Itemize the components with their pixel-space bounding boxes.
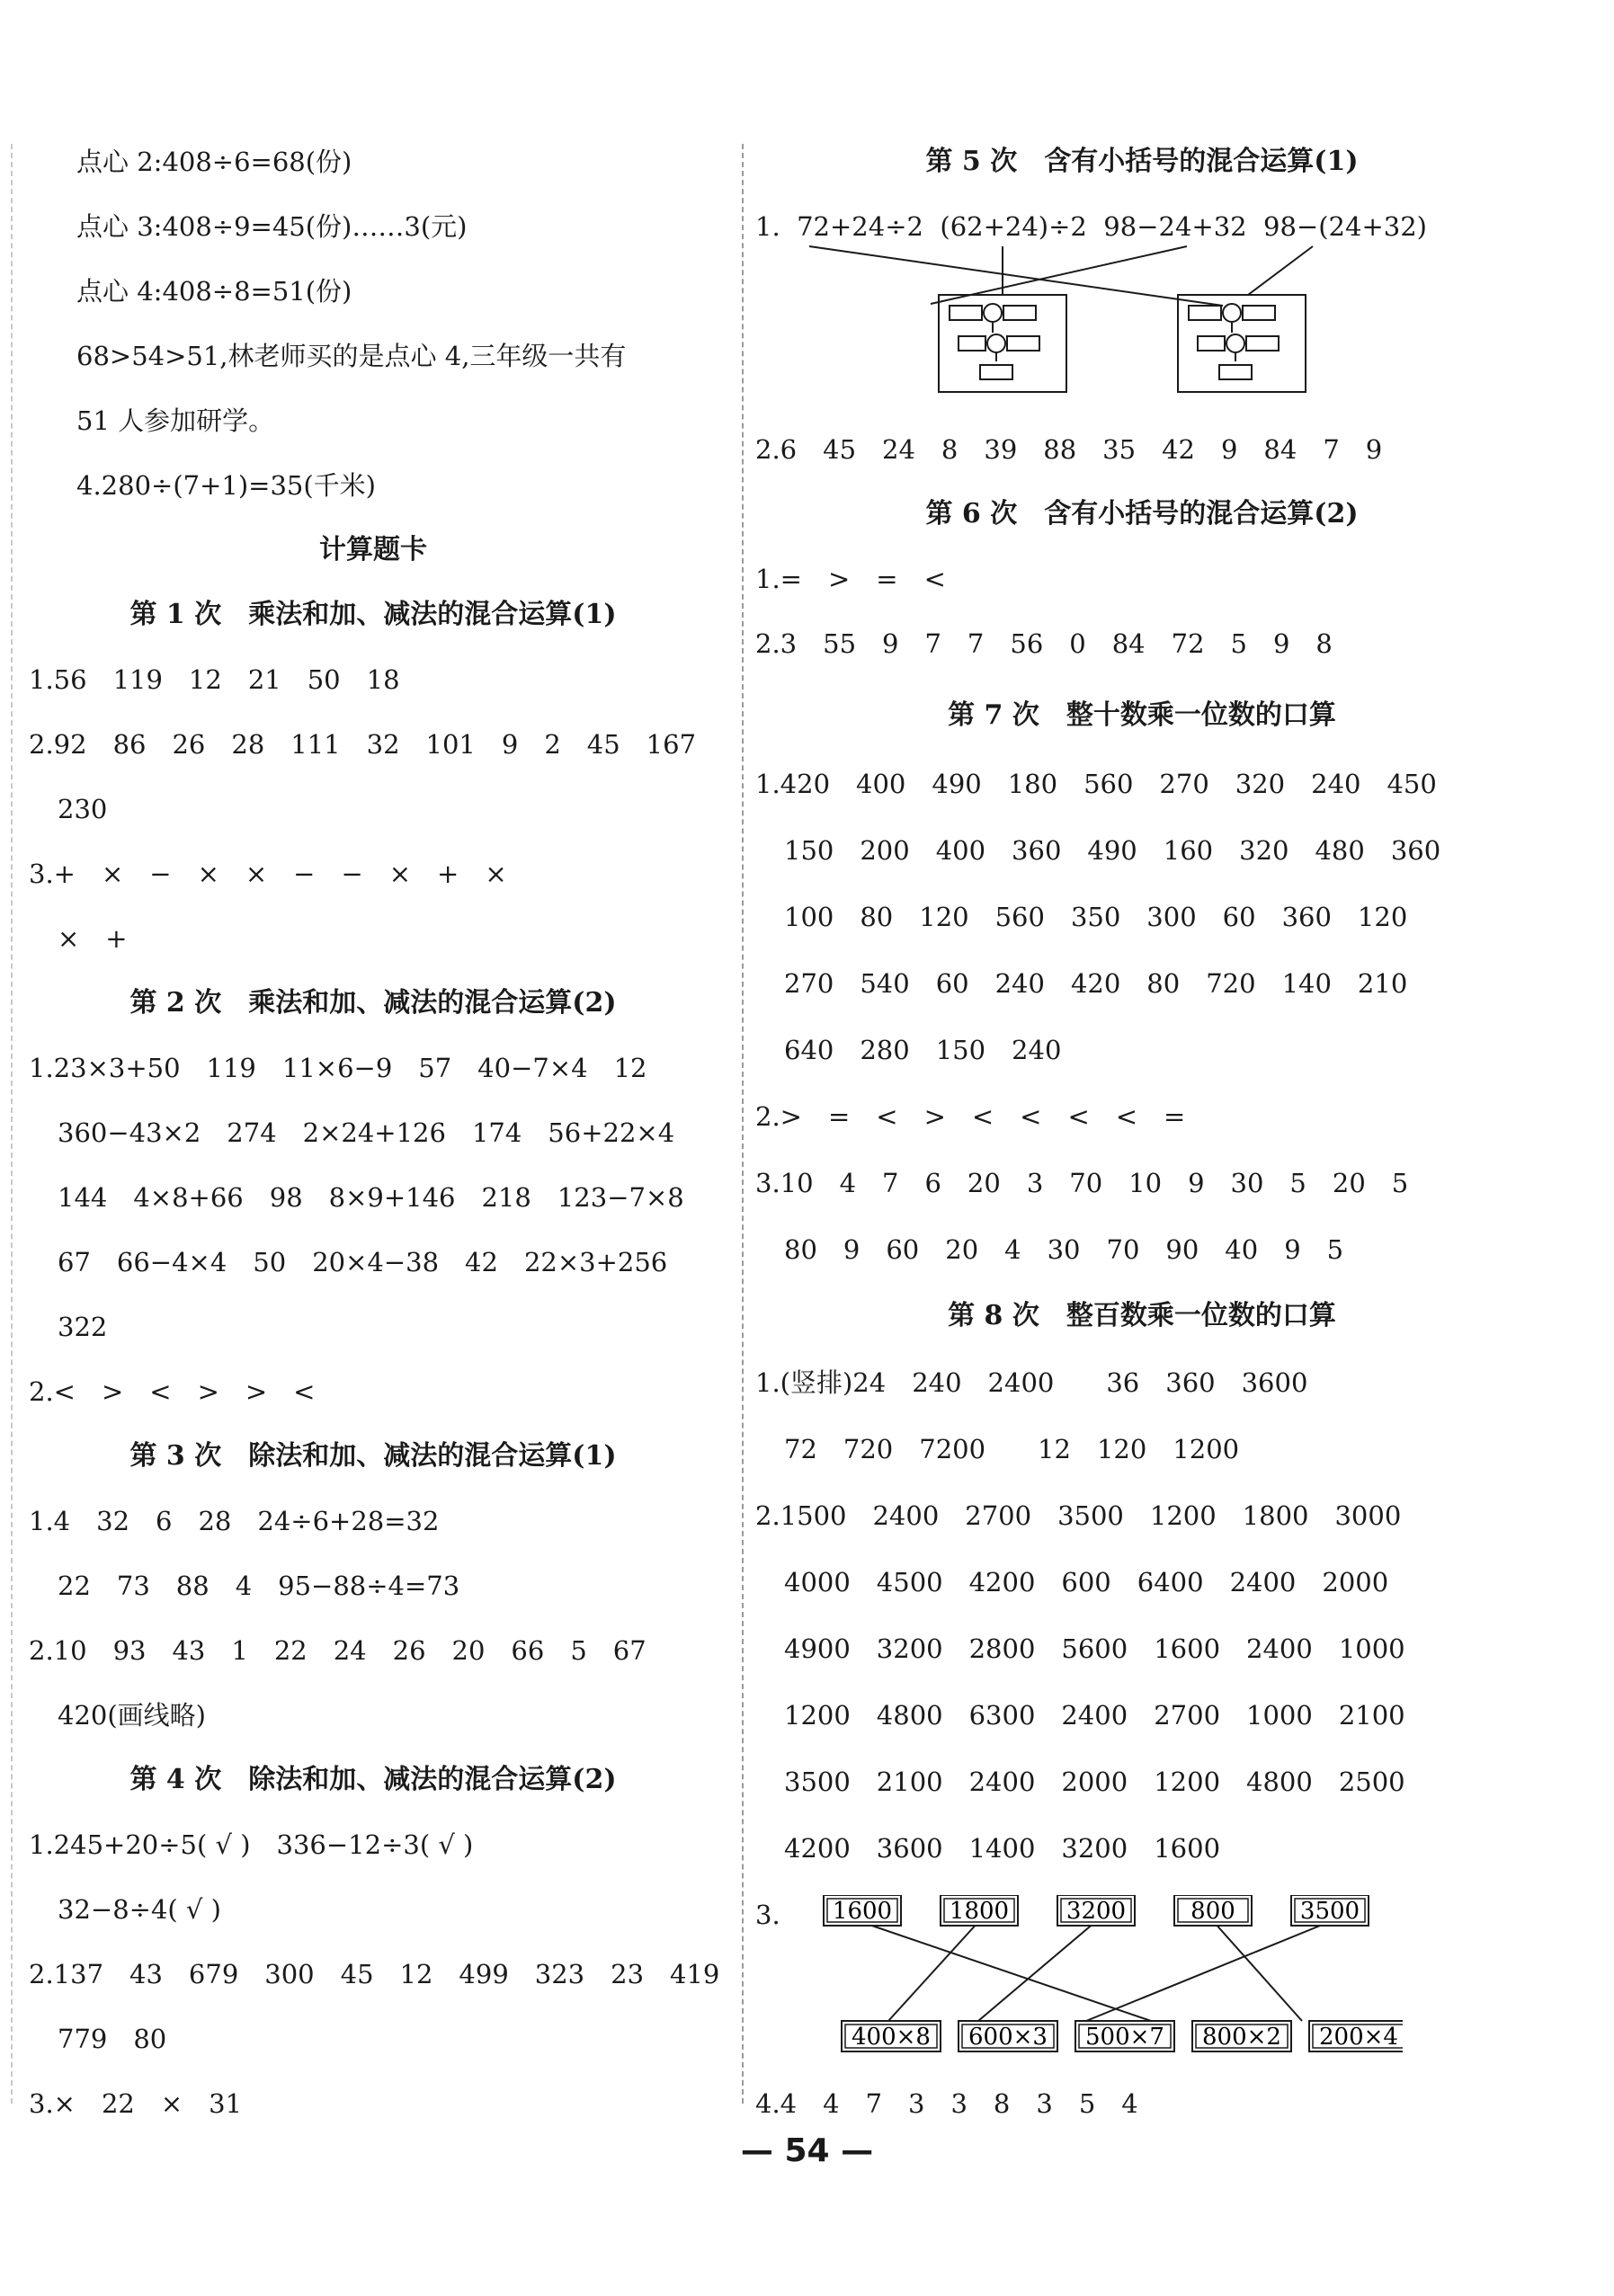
section-title: 第 8 次 整百数乘一位数的口算 bbox=[948, 1300, 1336, 1331]
match-line bbox=[1248, 246, 1313, 295]
expression-box bbox=[959, 2021, 1057, 2051]
answer-line: 1.(竖排)24 240 2400 36 360 3600 bbox=[755, 1367, 1308, 1398]
answer-line: 420(画线略) bbox=[58, 1700, 206, 1731]
answer-line: 1.23×3+50 119 11×6−9 57 40−7×4 12 bbox=[29, 1053, 647, 1083]
expression-box bbox=[1192, 2021, 1291, 2051]
operation-tree bbox=[1189, 304, 1279, 379]
section-title: 第 2 次 乘法和加、减法的混合运算(2) bbox=[129, 987, 617, 1019]
card-title: 计算题卡 bbox=[319, 534, 427, 565]
svg-text:800×2: 800×2 bbox=[1202, 2024, 1281, 2051]
answer-line: 1.420 400 490 180 560 270 320 240 450 bbox=[755, 769, 1437, 799]
svg-text:500×7: 500×7 bbox=[1085, 2024, 1164, 2051]
answer-line: 1.4 32 6 28 24÷6+28=32 bbox=[29, 1506, 440, 1536]
answer-line: 1.= > = < bbox=[755, 564, 946, 594]
answer-line: 3500 2100 2400 2000 1200 4800 2500 bbox=[784, 1766, 1405, 1797]
answer-line: 22 73 88 4 95−88÷4=73 bbox=[58, 1571, 460, 1601]
answer-line: 3.10 4 7 6 20 3 70 10 9 30 5 20 5 bbox=[755, 1168, 1409, 1198]
section-title: 第 3 次 除法和加、减法的混合运算(1) bbox=[129, 1440, 617, 1472]
answer-line: 点心 2:408÷6=68(份) bbox=[76, 147, 352, 177]
operation-tree bbox=[950, 304, 1039, 379]
answer-line: 51 人参加研学。 bbox=[76, 405, 275, 436]
product-box bbox=[1174, 1895, 1252, 1926]
answer-line: 32−8÷4( √ ) bbox=[58, 1894, 221, 1925]
answer-line: 360−43×2 274 2×24+126 174 56+22×4 bbox=[58, 1117, 675, 1148]
answer-line: 68>54>51,林老师买的是点心 4,三年级一共有 bbox=[76, 341, 627, 371]
page-number: — 54 — bbox=[740, 2132, 874, 2169]
answer-line: 67 66−4×4 50 20×4−38 42 22×3+256 bbox=[58, 1247, 668, 1277]
answer-line: 点心 4:408÷8=51(份) bbox=[76, 276, 352, 307]
svg-text:3500: 3500 bbox=[1299, 1898, 1360, 1925]
expression-box bbox=[1309, 2021, 1403, 2051]
svg-text:1800: 1800 bbox=[949, 1898, 1010, 1925]
answer-line: 1.56 119 12 21 50 18 bbox=[29, 664, 400, 695]
section-title: 第 5 次 含有小括号的混合运算(1) bbox=[925, 146, 1359, 177]
section-title: 第 4 次 除法和加、减法的混合运算(2) bbox=[129, 1764, 617, 1795]
answer-line: 4200 3600 1400 3200 1600 bbox=[784, 1833, 1221, 1864]
answer-line: 2.92 86 26 28 111 32 101 9 2 45 167 bbox=[29, 729, 697, 760]
column-divider bbox=[742, 144, 744, 2104]
expression-box bbox=[1075, 2021, 1174, 2051]
svg-text:3200: 3200 bbox=[1066, 1898, 1127, 1925]
svg-text:600×3: 600×3 bbox=[968, 2024, 1048, 2051]
answer-line: 点心 3:408÷9=45(份)……3(元) bbox=[76, 211, 468, 242]
answer-line: 100 80 120 560 350 300 60 360 120 bbox=[784, 902, 1408, 932]
answer-line: 3.× 22 × 31 bbox=[29, 2088, 243, 2119]
answer-line: 270 540 60 240 420 80 720 140 210 bbox=[784, 968, 1408, 999]
answer-line: 4.280÷(7+1)=35(千米) bbox=[76, 470, 376, 501]
svg-text:800: 800 bbox=[1190, 1898, 1235, 1925]
answer-line: 3. bbox=[755, 1900, 780, 1930]
answer-line: 1.245+20÷5( √ ) 336−12÷3( √ ) bbox=[29, 1829, 474, 1860]
answer-line: 4900 3200 2800 5600 1600 2400 1000 bbox=[784, 1633, 1405, 1664]
match-line bbox=[861, 1922, 1151, 2021]
matching-diagram bbox=[809, 1895, 1403, 2057]
answer-line: 2.137 43 679 300 45 12 499 323 23 419 bbox=[29, 1959, 720, 1989]
expression-box bbox=[842, 2021, 941, 2051]
match-line bbox=[1086, 1922, 1329, 2021]
answer-line: 779 80 bbox=[58, 2024, 167, 2054]
match-line bbox=[1214, 1922, 1302, 2021]
answer-line: 1. 72+24÷2 (62+24)÷2 98−24+32 98−(24+32) bbox=[755, 211, 1427, 242]
answer-line: 80 9 60 20 4 30 70 90 40 9 5 bbox=[784, 1234, 1344, 1265]
match-line bbox=[888, 1922, 978, 2021]
answer-line: 2.< > < > > < bbox=[29, 1376, 316, 1407]
product-box bbox=[1057, 1895, 1135, 1926]
section-title: 第 6 次 含有小括号的混合运算(2) bbox=[925, 498, 1359, 530]
left-page-edge bbox=[11, 144, 13, 2104]
answer-line: 4000 4500 4200 600 6400 2400 2000 bbox=[784, 1567, 1389, 1597]
match-line bbox=[978, 1922, 1095, 2021]
product-box bbox=[1291, 1895, 1369, 1926]
answer-line: 72 720 7200 12 120 1200 bbox=[784, 1434, 1240, 1464]
answer-line: 2.> = < > < < < < = bbox=[755, 1101, 1186, 1132]
match-line bbox=[809, 246, 1223, 306]
svg-text:400×8: 400×8 bbox=[852, 2024, 931, 2051]
answer-line: 2.1500 2400 2700 3500 1200 1800 3000 bbox=[755, 1500, 1402, 1531]
svg-text:200×4: 200×4 bbox=[1319, 2024, 1398, 2051]
section-title: 第 7 次 整十数乘一位数的口算 bbox=[948, 699, 1336, 731]
bracket-diagram bbox=[737, 243, 1331, 405]
answer-line: 3.+ × − × × − − × + × bbox=[29, 859, 507, 889]
answer-line: 150 200 400 360 490 160 320 480 360 bbox=[784, 835, 1441, 866]
product-box bbox=[941, 1895, 1018, 1926]
product-box bbox=[824, 1895, 901, 1926]
answer-line: 322 bbox=[58, 1312, 108, 1342]
answer-line: 2.3 55 9 7 7 56 0 84 72 5 9 8 bbox=[755, 628, 1333, 659]
answer-line: 230 bbox=[58, 794, 108, 824]
section-title: 第 1 次 乘法和加、减法的混合运算(1) bbox=[129, 599, 617, 630]
answer-line: 144 4×8+66 98 8×9+146 218 123−7×8 bbox=[58, 1182, 684, 1213]
answer-line: 2.6 45 24 8 39 88 35 42 9 84 7 9 bbox=[755, 434, 1383, 465]
answer-line: 2.10 93 43 1 22 24 26 20 66 5 67 bbox=[29, 1635, 646, 1666]
answer-line: 640 280 150 240 bbox=[784, 1035, 1062, 1065]
svg-text:1600: 1600 bbox=[832, 1898, 893, 1925]
answer-line: × + bbox=[58, 923, 128, 954]
answer-line: 4.4 4 7 3 3 8 3 5 4 bbox=[755, 2088, 1138, 2119]
answer-line: 1200 4800 6300 2400 2700 1000 2100 bbox=[784, 1700, 1405, 1731]
